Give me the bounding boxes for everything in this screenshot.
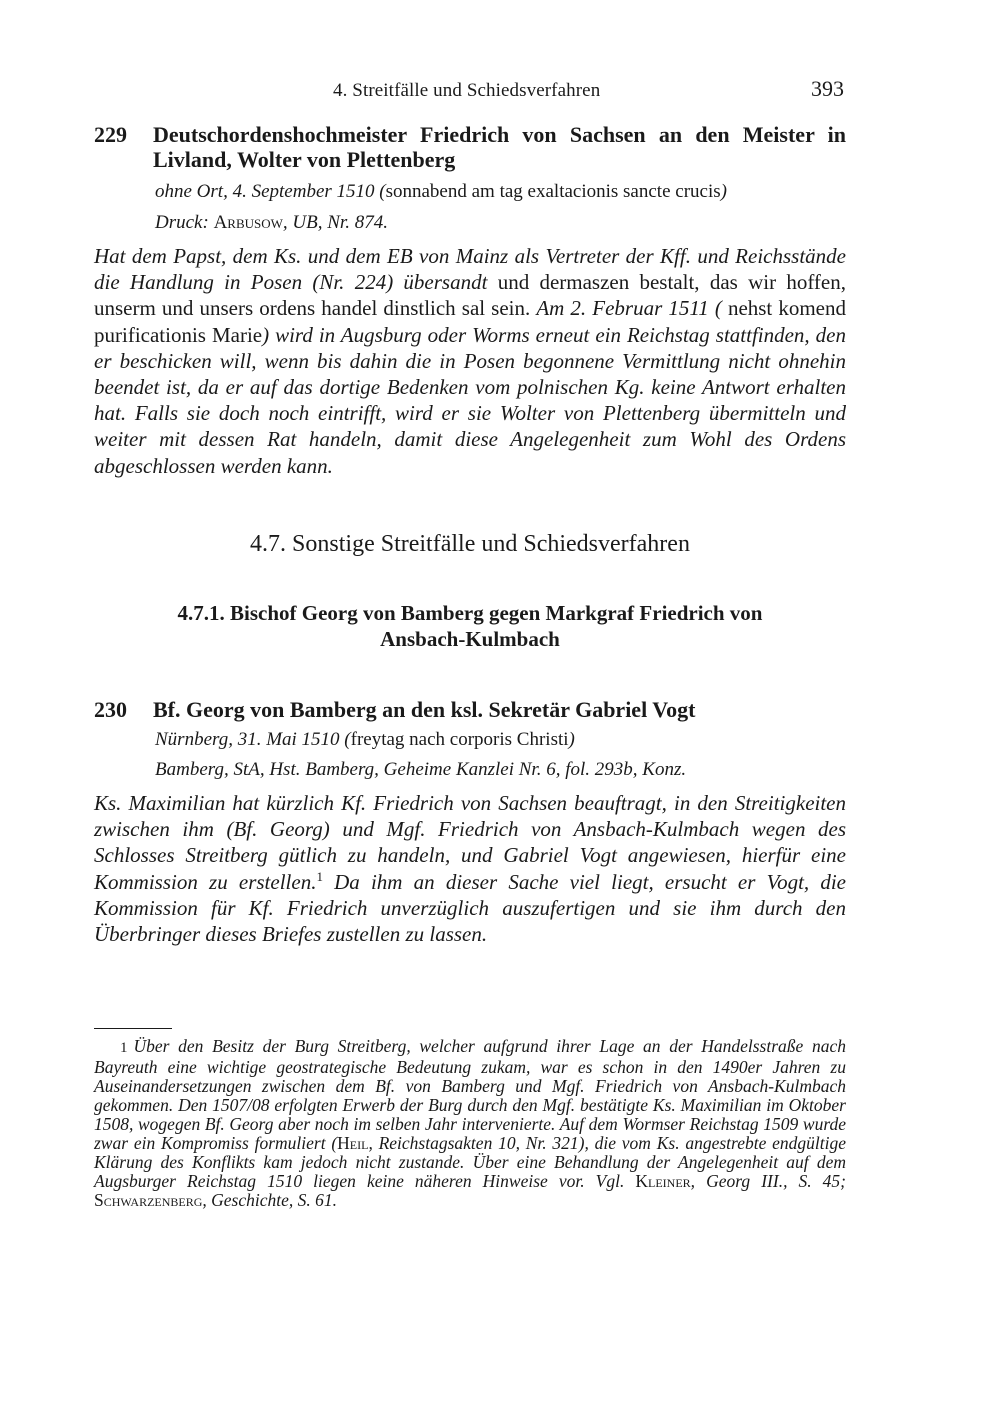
entry-summary: Ks. Maximilian hat kürzlich Kf. Friedrich von Sachsen beauftragt, in den Streitigkeiten zwischen ihm (Bf. Georg) und Mgf. Friedrich von Ansbach-Kulmbach wegen des Schlosses Streitberg gütlich zu handeln, und Gabriel Vogt angewiesen, hierfür eine Kommission zu erstellen.$^1$ Da ihm an dieser Sache viel liegt, ersucht er Vogt, die Kommission für Kf. Friedrich unverzüglich auszufertigen und sie ihm durch den Überbringer dieses Briefes zustellen zu lassen. [94, 791, 846, 947]
footnote-reference[interactable]: 1 [316, 868, 323, 884]
author-name: Arbusow [213, 212, 283, 233]
document-entry-229 [94, 122, 846, 479]
page-number: 393 [811, 76, 844, 101]
document-entry-230 [94, 697, 846, 947]
author-name: Kleiner [635, 1171, 691, 1191]
entry-source: Bamberg, StA, Hst. Bamberg, Geheime Kanzlei Nr. 6, fol. 293b, Konz. [155, 759, 687, 780]
entry-title: Bf. Georg von Bamberg an den ksl. Sekretär Gabriel Vogt [153, 697, 696, 722]
entry-print-reference: Druck: Arbusow, UB, Nr. 874. [155, 212, 388, 233]
footnote: 1 Über den Besitz der Burg Streitberg, welcher aufgrund ihrer Lage an der Handelsstraße nach Bayreuth eine wichtige geostrategische Bedeutung zukam, war es schon in den 1490er Jahren zu Auseinandersetzungen zwischen dem Bf. von Bamberg und Mgf. Friedrich von Ansbach-Kulmbach gekommen. Den 1507/08 erfolgten Erwerb der Burg durch den Mgf. bestätigte Ks. Maximilian im Oktober 1508, wogegen Bf. Georg aber noch im selben Jahr intervenierte. Auf dem Wormser Reichstag 1509 wurde zwar ein Kompromiss formuliert (Heil, Reichstagsakten 10, Nr. 321), die vom Ks. angestrebte endgültige Klärung des Konflikts kam jedoch nicht zustande. Über eine Behandlung der Angelegenheit auf dem Augsburger Reichstag 1510 liegen keine näheren Hinweise vor. Vgl. Kleiner, Georg III., S. 45; Schwarzenberg, Geschichte, S. 61. [94, 1036, 846, 1210]
entry-date: Nürnberg, 31. Mai 1510 (freytag nach corporis Christi) [155, 729, 575, 750]
entry-number: 229 [94, 122, 127, 147]
footnote-number: 1 [120, 1040, 128, 1056]
footnote-rule [94, 1028, 172, 1029]
author-name: Heil [337, 1133, 369, 1153]
entry-summary: Hat dem Papst, dem Ks. und dem EB von Mainz als Vertreter der Kff. und Reichsstände die Handlung in Posen (Nr. 224) übersandt und dermaszen bestalt, das wir hoffen, unserm und unsers ordens handel dinstlich sal sein. Am 2. Februar 1511 ( nehst komend purificationis Marie) wird in Augsburg oder Worms erneut ein Reichstag stattfinden, den er beschicken will, wenn bis dahin die in Posen begonnene Vermittlung nicht ohnehin beendet ist, da er auf das dortige Bedenken vom polnischen Kg. keine Antwort erhalten hat. Falls sie doch noch eintrifft, wird er sie Wolter von Plettenberg übermitteln und weiter mit dessen Rat handeln, damit diese Angelegenheit zum Wohl des Ordens abgeschlossen werden kann. [94, 244, 847, 478]
entry-heading [94, 122, 846, 172]
entry-number: 230 [94, 697, 127, 722]
author-name: Schwarzenberg [94, 1190, 203, 1210]
section-title: 4.7. Sonstige Streitfälle und Schiedsverfahren [250, 531, 690, 557]
entry-heading [94, 697, 846, 722]
entry-title: Deutschordenshochmeister Friedrich von Sachsen an den Meister in Livland, Wolter von Plettenberg [153, 122, 846, 172]
subsection-title: 4.7.1. Bischof Georg von Bamberg gegen Markgraf Friedrich von Ansbach-Kulmbach [177, 601, 763, 651]
running-head: 4. Streitfälle und Schiedsverfahren [333, 80, 601, 101]
entry-date: ohne Ort, 4. September 1510 (sonnabend am tag exaltacionis sancte crucis) [155, 181, 727, 202]
